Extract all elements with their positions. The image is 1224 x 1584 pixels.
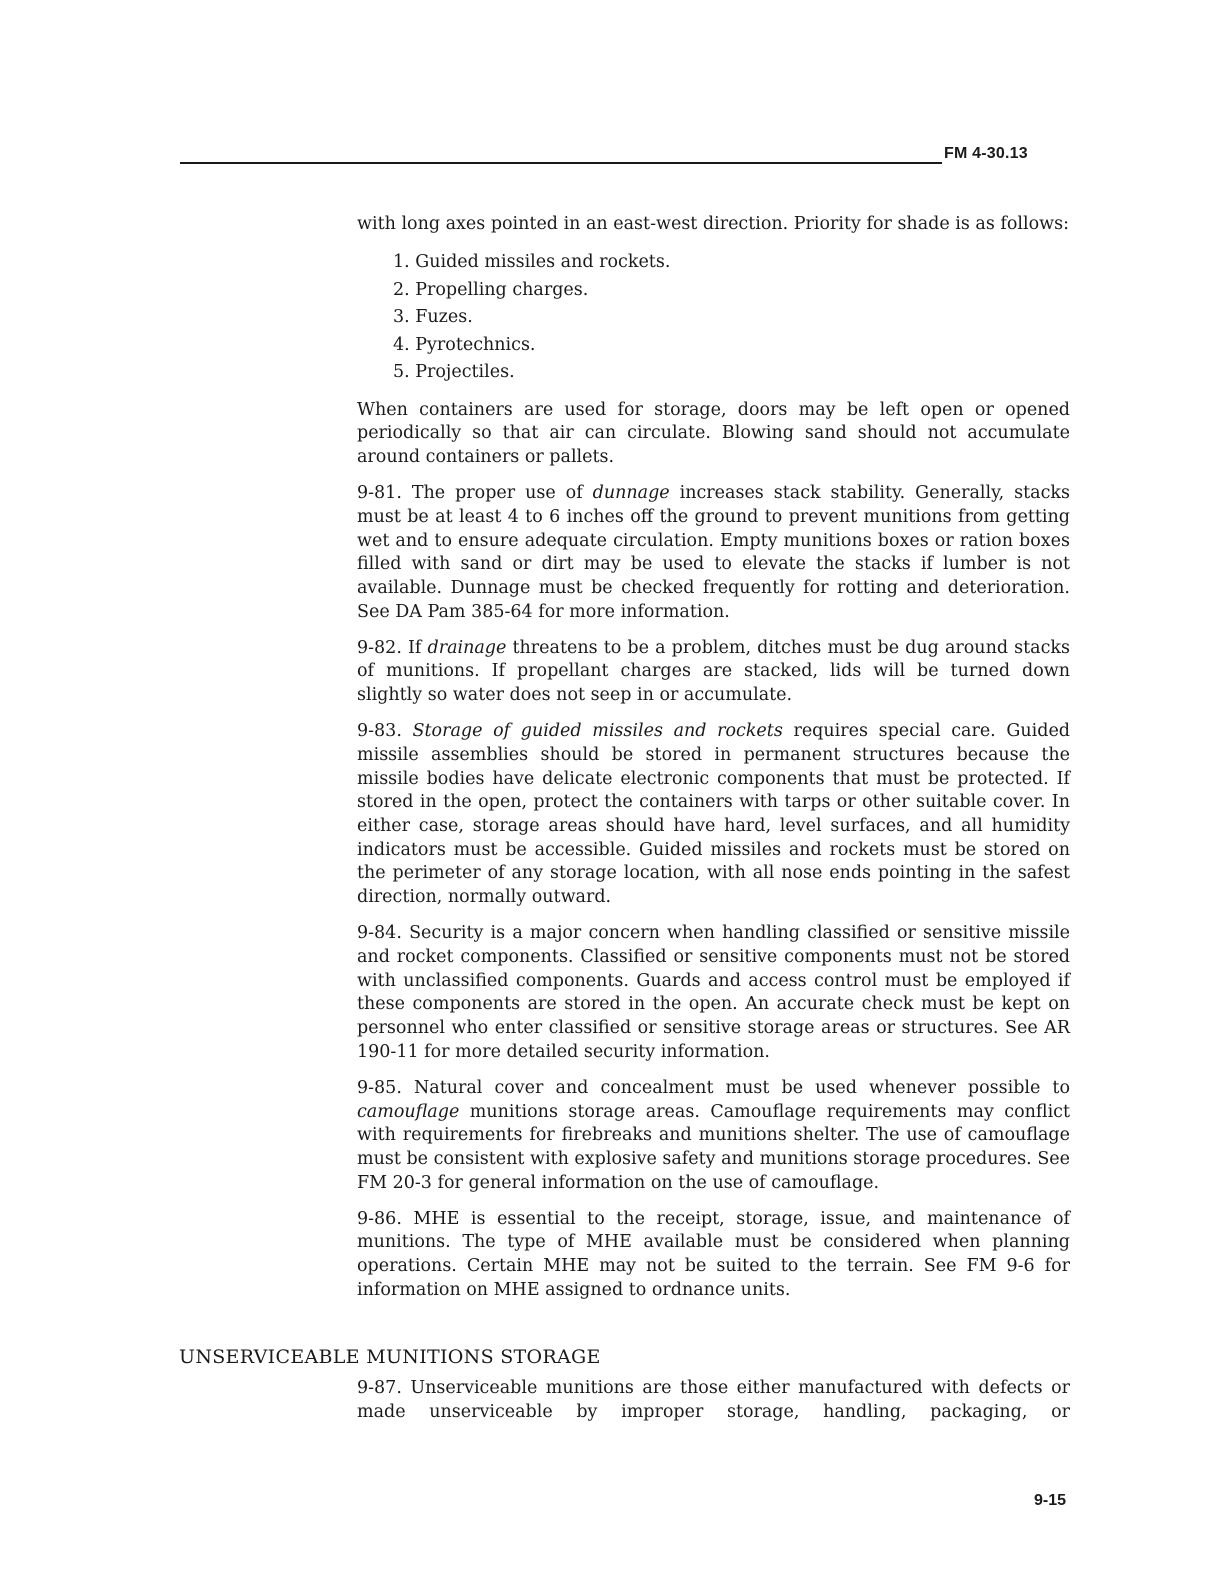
paragraph-9-87: 9-87. Unserviceable munitions are those either manufactured with defects or made unserviceable by improper storage, handling, packaging, or [357,1378,1070,1422]
header-rule [180,162,942,164]
paragraph-rest: threatens to be a problem, ditches must be dug around stacks of munitions. If propellant charges are stacked, lids will be turned down slightly so water does not seep in or accumulate. [357,637,1070,706]
paragraph-9-83 [357,720,1070,910]
document-id: FM 4-30.13 [944,145,1028,162]
paragraph-lead: 9-83. [357,721,413,742]
paragraph-lead: 9-82. If [357,637,428,658]
list-item: 5. Projectiles. [393,362,515,383]
paragraph-rest: munitions storage areas. Camouflage requirements may conflict with requirements for firebreaks and munitions shelter. The use of camouflage must be consistent with explosive safety and munitions storage procedures. See FM 20-3 for general information on the use of camouflage. [357,1101,1071,1193]
containers-paragraph: When containers are used for storage, doors may be left open or opened periodically so that air can circulate. Blowing sand should not accumulate around containers or pallets. [357,399,1070,467]
paragraph-9-86: 9-86. MHE is essential to the receipt, storage, issue, and maintenance of munitions. The type of MHE available must be considered when planning operations. Certain MHE may not be suited to the terrain. See FM 9-6 for information on MHE assigned to ordnance units. [357,1208,1070,1300]
paragraph-lead: 9-81. The proper use of [357,483,593,504]
paragraph-9-85 [357,1077,1070,1196]
paragraph-9-84: 9-84. Security is a major concern when handling classified or sensitive missile and rocket components. Classified or sensitive components must not be stored with unclassified components. Guards and access control must be employed if these components are stored in the open. An accurate check must be kept on personnel who enter classified or sensitive storage areas or structures. See AR 190-11 for more detailed security information. [357,923,1070,1062]
body-text [357,213,1070,1315]
list-item: 2. Propelling charges. [393,279,589,300]
list-item: 1. Guided missiles and rockets. [393,252,671,273]
intro-paragraph: with long axes pointed in an east-west direction. Priority for shade is as follows: [357,214,1069,234]
section-body [357,1377,1070,1424]
emphasized-term: drainage [427,637,507,658]
list-item: 3. Fuzes. [393,307,473,328]
paragraph-9-82 [357,637,1070,708]
paragraph-9-81 [357,482,1070,624]
paragraph-rest: increases stack stability. Generally, stacks must be at least 4 to 6 inches off the ground to prevent munitions from getting wet and to ensure adequate circulation. Empty munitions boxes or ration boxes filled with sand or dirt may be used to elevate the stacks if lumber is not available. Dunnage must be checked frequently for rotting and deterioration. See DA Pam 385-64 for more information. [357,483,1070,622]
paragraph-rest: requires special care. Guided missile assemblies should be stored in permanent structures because the missile bodies have delicate electronic components that must be protected. If stored in the open, protect the containers with tarps or other suitable cover. In either case, storage areas should have hard, level surfaces, and all humidity indicators must be accessible. Guided missiles and rockets must be stored on the perimeter of any storage location, with all nose ends pointing in the safest direction, normally outward. [357,721,1070,908]
emphasized-term: camouflage [357,1101,460,1122]
paragraph-lead: 9-85. Natural cover and concealment must be used whenever possible to [357,1077,1070,1098]
shade-priority-list [357,249,1070,387]
emphasized-term: dunnage [592,483,670,504]
page-number: 9-15 [1034,1492,1067,1509]
list-item: 4. Pyrotechnics. [393,334,536,355]
emphasized-term: Storage of guided missiles and rockets [412,721,783,742]
section-heading: UNSERVICEABLE MUNITIONS STORAGE [179,1346,601,1368]
